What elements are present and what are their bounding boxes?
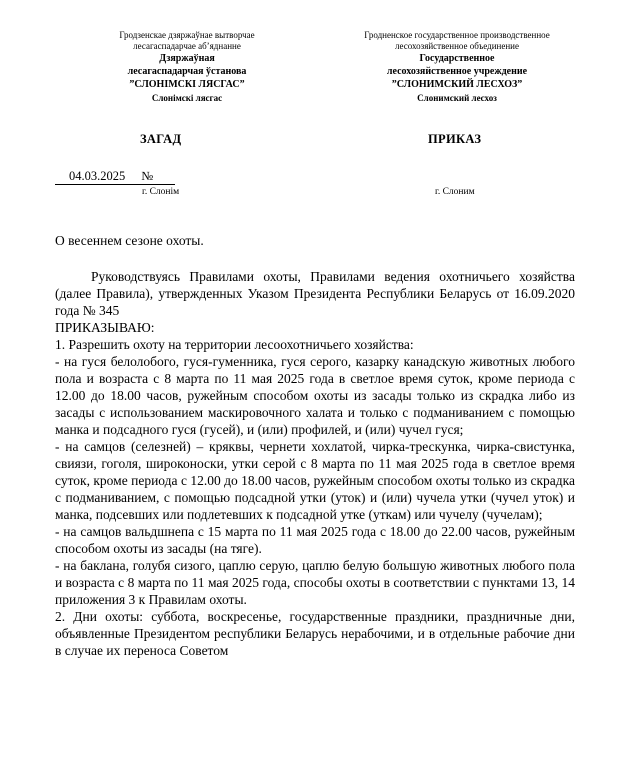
order-subject: О весеннем сезоне охоты. <box>55 233 204 248</box>
item-1-geese: - на гуся белолобого, гуся-гуменника, гуся серого, казарку канадскую животных любого пола и возраста с 8 марта по 11 мая 2025 года в светлое время суток, кроме периода с 12.00 до 18.00 часов, ружейным способом охоты из засады только из скрадка либо из засады с использованием маскировочного халата и только с подманиванием с помощью манка и подсадного гуся (гусей), и (или) профилей, и (или) чучел гуся; <box>55 354 575 437</box>
header-left-line6: Слонімскі лясгас <box>151 93 223 103</box>
item-1-cormorant: - на баклана, голубя сизого, цаплю серую, цаплю белую большую животных любого пола и возраста с 8 марта по 11 мая 2025 года, способы охоты в соответствии с пунктами 13, 14 приложения 3 к Правилам охоты. <box>55 558 575 607</box>
order-body <box>55 268 575 659</box>
header-right-line3: Государственное <box>419 53 495 64</box>
header-right-line4: лесохозяйственное учреждение <box>386 66 528 77</box>
order-keyword: ПРИКАЗЫВАЮ: <box>55 320 155 335</box>
order-date: 04.03.2025 <box>55 169 129 185</box>
header-left-line4: лесагаспадарчая ўстанова <box>127 66 247 77</box>
header-left-line2: лесагаспадарчае аб’яднанне <box>133 41 241 51</box>
date-line <box>55 169 175 185</box>
item-1-ducks: - на самцов (селезней) – кряквы, чернети хохлатой, чирка-трескунка, чирка-свистунка, свиязи, гоголя, широконоски, утки серой с 8 марта по 11 мая 2025 года в светлое время суток, кроме периода с 12.00 до 18.00 часов, ружейным способом охоты только из скрадка с подманиванием, с помощью подсадной утки (уток) и (или) чучела утки (чучел уток) и манка, подсевших или подлетевших к подсадной утке (уткам) или чучелу (чучелам); <box>55 439 575 522</box>
item-1-woodcock: - на самцов вальдшнепа с 15 марта по 11 мая 2025 года с 18.00 до 22.00 часов, ружейным способом охоты из засады (на тяге). <box>55 524 575 556</box>
preamble-paragraph: Руководствуясь Правилами охоты, Правилами ведения охотничьего хозяйства (далее Правила), утвержденных Указом Президента Республики Беларусь от 16.09.2020 года № 345 <box>55 269 575 318</box>
header-left <box>62 30 312 104</box>
header-left-line5: ”СЛОНІМСКІ ЛЯСГАС” <box>129 79 245 90</box>
header-left-line3: Дзяржаўная <box>159 53 215 64</box>
header-right-line5: ”СЛОНИМСКИЙ ЛЕСХОЗ” <box>391 79 523 90</box>
item-2-hunting-days: 2. Дни охоты: суббота, воскресенье, государственные праздники, праздничные дни, объявленные Президентом республики Беларусь нерабочими, и в отдельные рабочие дни в случае их переноса Советом <box>55 609 575 658</box>
title-right: ПРИКАЗ <box>428 132 482 146</box>
header-right <box>332 30 582 104</box>
header-left-line1: Гродзенскае дзяржаўнае вытворчае <box>119 30 255 40</box>
title-left: ЗАГАД <box>140 132 182 146</box>
header-right-line1: Гродненское государственное производственное <box>364 30 550 40</box>
city-left: г. Слонім <box>142 187 180 197</box>
item-1-heading: 1. Разрешить охоту на территории лесоохотничьего хозяйства: <box>55 337 414 352</box>
header-right-line6: Слонимский лесхоз <box>417 93 497 103</box>
order-number-label: № <box>129 169 175 185</box>
header-right-line2: лесохозяйственное объединение <box>395 41 519 51</box>
city-right: г. Слоним <box>435 187 475 197</box>
